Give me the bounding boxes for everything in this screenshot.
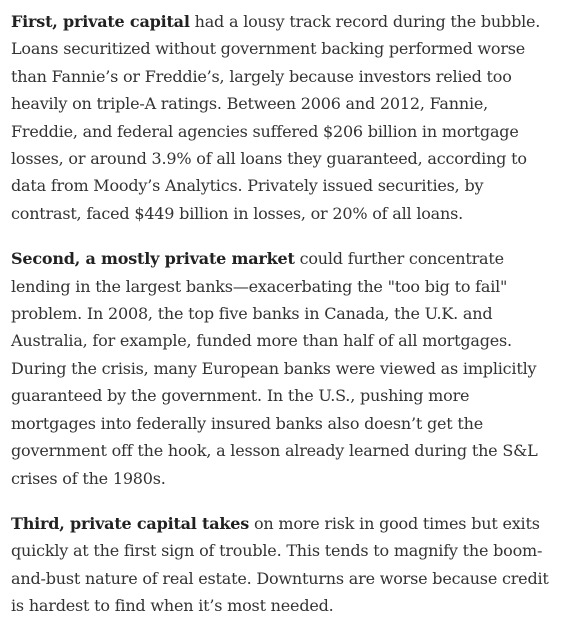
paragraph-text: had a lousy track record during the bubble. Loans securitized without government backing performed worse than Fannie’s or Freddie’s, largely because investors relied too heavily on triple-A ratings. Between 2006 and 2012, Fannie, Freddie, and federal agencies suffered $206 billion in mortgage losses, or around 3.9% of all loans they guaranteed, according to data from Moody’s Analytics. Privately issued securities, by contrast, faced $449 billion in losses, or 20% of all loans. (11, 12, 541, 223)
article-body (11, 8, 556, 638)
paragraph-text: could further concentrate lending in the largest banks—exacerbating the "too big to fail" problem. In 2008, the top five banks in Canada, the U.K. and Australia, for example, funded more than half of all mortgages. During the crisis, many European banks were viewed as implicitly guaranteed by the government. In the U.S., pushing more mortgages into federally insured banks also doesn’t get the government off the hook, a lesson already learned during the S&L crises of the 1980s. (11, 249, 538, 488)
paragraph-lead: First, private capital (11, 12, 190, 31)
paragraph-private-market-concentration (11, 245, 556, 492)
paragraph-private-capital-record (11, 8, 556, 227)
paragraph-text: on more risk in good times but exits quickly at the first sign of trouble. This tends to magnify the boom-and-bust nature of real estate. Downturns are worse because credit is hardest to find when it’s most needed. (11, 513, 549, 616)
paragraph-lead: Third, private capital takes (11, 513, 250, 533)
paragraph-private-capital-risk (11, 510, 556, 620)
paragraph-lead: Second, a mostly private market (11, 249, 295, 269)
